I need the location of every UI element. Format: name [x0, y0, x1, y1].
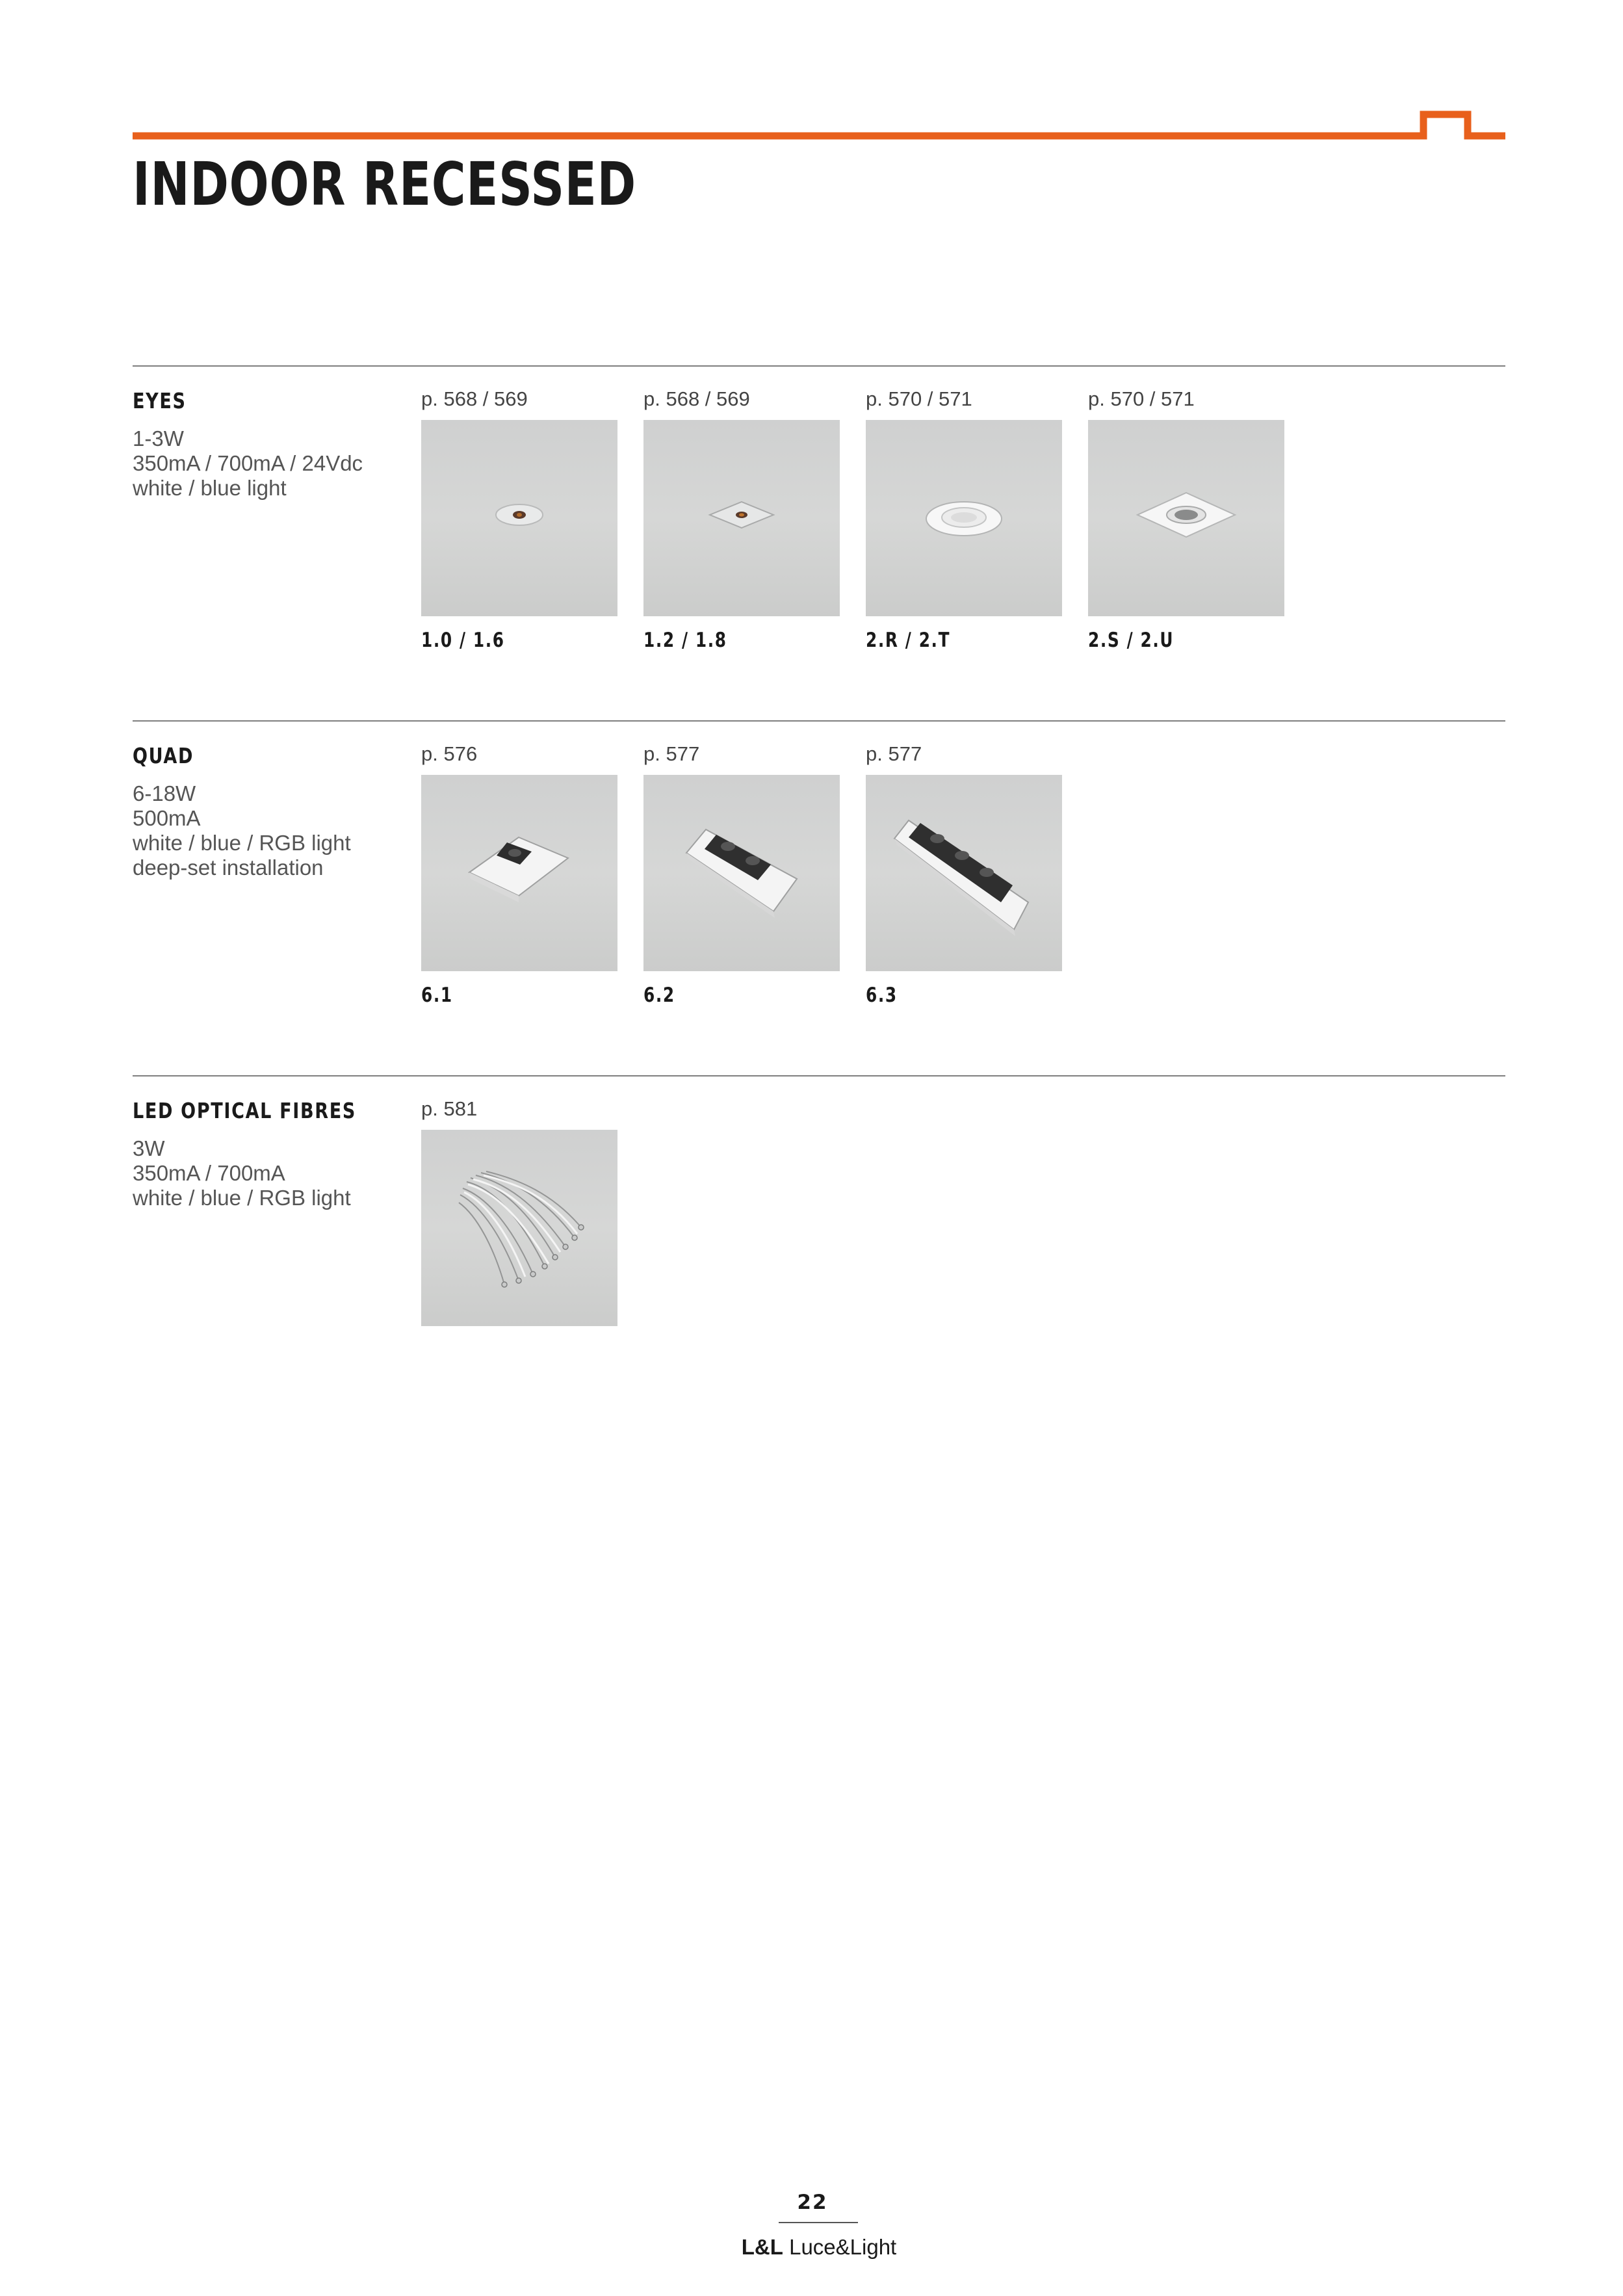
- header-accent-line: [0, 0, 1623, 156]
- product-code: 2.R / 2.T: [866, 629, 951, 652]
- page-reference: p. 576: [421, 742, 478, 765]
- page-reference: p. 581: [421, 1097, 478, 1120]
- product-card[interactable]: [643, 744, 840, 1006]
- section-divider: [133, 365, 1505, 367]
- product-code: 2.S / 2.U: [1088, 629, 1175, 652]
- spec-line: 1-3W: [133, 426, 184, 450]
- product-card[interactable]: [866, 389, 1062, 651]
- product-card[interactable]: [421, 389, 617, 651]
- footer-divider: [779, 2222, 858, 2223]
- spec-line: 350mA / 700mA / 24Vdc: [133, 451, 363, 475]
- spec-line: white / blue / RGB light: [133, 1186, 351, 1210]
- product-image-square-small-spot: [643, 420, 840, 616]
- section-specs: [133, 781, 351, 880]
- product-image-round-white-spot: [866, 420, 1062, 616]
- section-title: EYES: [133, 388, 187, 413]
- section-quad: [133, 720, 1505, 1032]
- product-image-quad-triple: [866, 775, 1062, 971]
- product-card[interactable]: [421, 744, 617, 1006]
- section-divider: [133, 1075, 1505, 1076]
- product-code: 6.2: [643, 984, 675, 1007]
- product-code: 1.2 / 1.8: [643, 629, 727, 652]
- product-image-quad-single: [421, 775, 617, 971]
- page-number: 22: [797, 2191, 828, 2214]
- page-title: INDOOR RECESSED: [133, 150, 636, 219]
- brand-footer: [734, 2235, 903, 2260]
- product-image-square-white-spot: [1088, 420, 1284, 616]
- section-specs: [133, 426, 363, 501]
- spec-line: 3W: [133, 1136, 165, 1160]
- product-image-optical-fibres: [421, 1130, 617, 1326]
- spec-line: 350mA / 700mA: [133, 1161, 285, 1185]
- product-card[interactable]: [643, 389, 840, 651]
- section-title: QUAD: [133, 743, 194, 768]
- section-divider: [133, 720, 1505, 722]
- product-card[interactable]: [866, 744, 1062, 1006]
- page-reference: p. 570 / 571: [1088, 387, 1195, 410]
- spec-line: 500mA: [133, 806, 201, 830]
- section-led-optical-fibres: [133, 1075, 1505, 1335]
- product-image-quad-double: [643, 775, 840, 971]
- product-image-round-small-spot: [421, 420, 617, 616]
- product-code: 6.3: [866, 984, 898, 1007]
- spec-line: 6-18W: [133, 781, 196, 805]
- spec-line: white / blue / RGB light: [133, 831, 351, 855]
- brand-short: L&L: [741, 2235, 783, 2259]
- page-reference: p. 577: [643, 742, 700, 765]
- spec-line: deep-set installation: [133, 855, 324, 880]
- section-title: LED OPTICAL FIBRES: [133, 1098, 356, 1123]
- product-card[interactable]: [421, 1099, 617, 1326]
- product-card[interactable]: [1088, 389, 1284, 651]
- spec-line: white / blue light: [133, 476, 287, 500]
- section-specs: [133, 1136, 351, 1210]
- page-reference: p. 568 / 569: [643, 387, 750, 410]
- page-reference: p. 570 / 571: [866, 387, 972, 410]
- page-reference: p. 577: [866, 742, 922, 765]
- product-code: 6.1: [421, 984, 453, 1007]
- brand-name: Luce&Light: [789, 2235, 897, 2259]
- product-code: 1.0 / 1.6: [421, 629, 505, 652]
- page-reference: p. 568 / 569: [421, 387, 528, 410]
- section-eyes: [133, 365, 1505, 677]
